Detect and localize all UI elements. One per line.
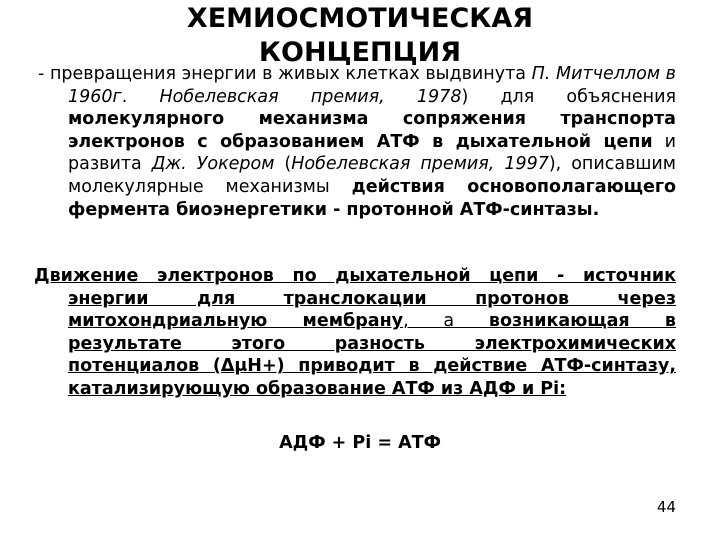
p1-text-3: . <box>121 86 160 107</box>
p2-text-1: Движение электронов по дыхательной цепи - источник энергии для транслокации протонов через митохондриальную мембрану <box>34 266 676 332</box>
p1-text-11: ), описавшим молекулярные механизмы <box>68 154 676 197</box>
p1-mechanism: молекулярного механизма сопряжения транспорта электронов с образованием АТФ в дыхательной цепи <box>68 109 676 152</box>
paragraph-mechanism <box>34 265 676 401</box>
p1-nobel-1978: Нобелевская премия, 1978 <box>159 86 462 107</box>
p1-text-9: ( <box>274 154 292 175</box>
p2-text-2: , а <box>403 311 489 332</box>
slide-title: ХЕМИОСМОТИЧЕСКАЯ КОНЦЕПЦИЯ <box>186 3 534 68</box>
p1-text-1: - превращения энергии в живых клетках выдвинута <box>38 64 532 84</box>
p1-nobel-1997: Нобелевская премия, 1997 <box>291 154 549 175</box>
equation: АДФ + Pi = АТФ <box>279 433 441 453</box>
paragraph-history <box>34 63 676 221</box>
page-number: 44 <box>656 498 676 516</box>
p1-text-5: ) для объяснения <box>461 86 676 107</box>
p1-mitchell: П. Митчеллом в 1960г <box>68 64 676 107</box>
p1-walker: Дж. Уокером <box>151 154 275 175</box>
p2-text-3: возникающая в результате этого разность электрохимических потенциалов (ΔμН+) приводит в действие АТФ-синтазу, катализирующую образование АТФ из АДФ и Pi: <box>68 311 676 399</box>
p1-text-7: и развита <box>68 131 676 175</box>
p1-atp-synthase: действия основополагающего фермента биоэнергетики - протонной АТФ-синтазы. <box>68 176 677 220</box>
